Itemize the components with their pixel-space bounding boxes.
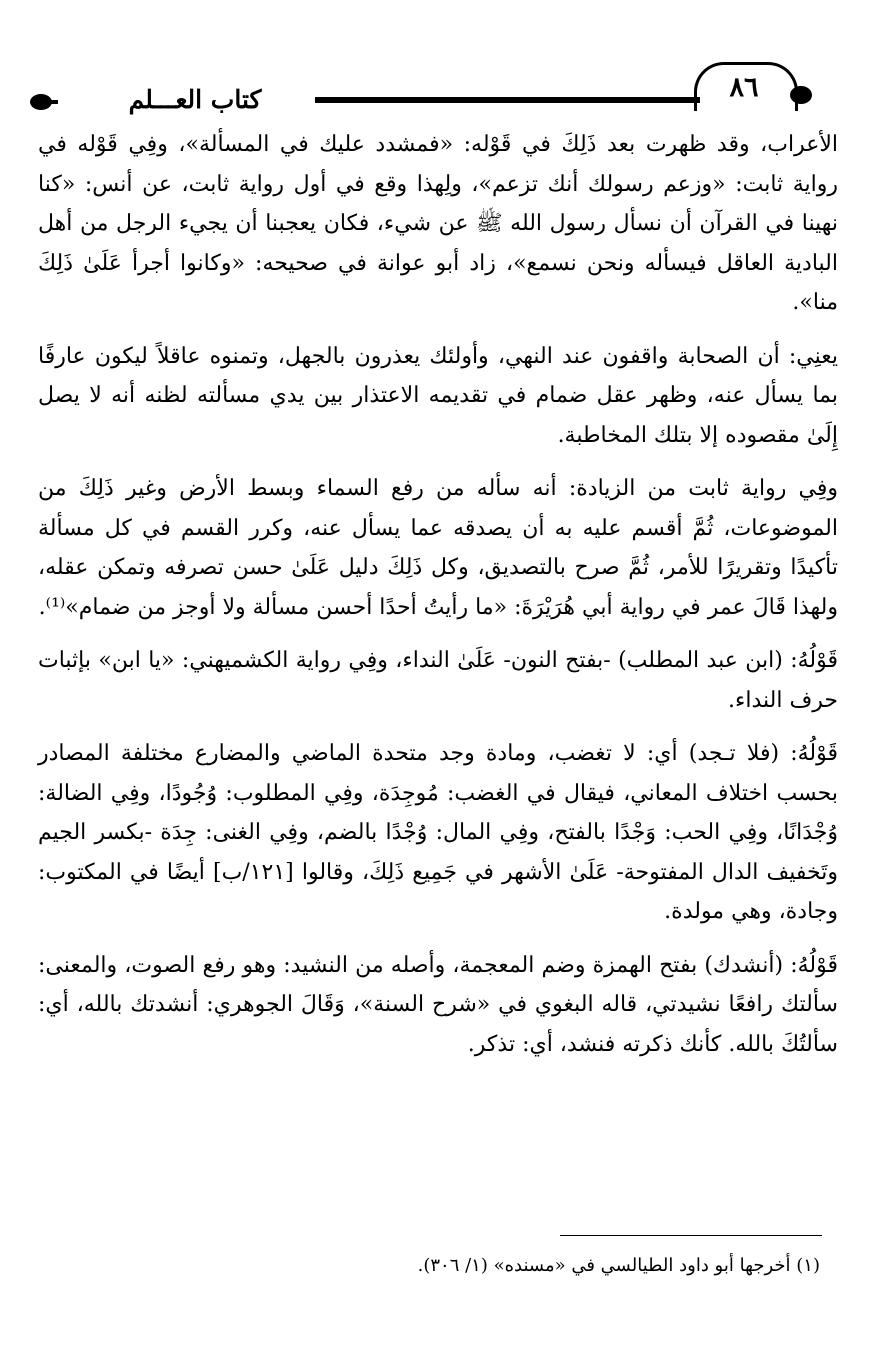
header-right-dot (790, 86, 812, 104)
page-number: ٨٦ (729, 72, 759, 103)
paragraph-6: قَوْلُهُ: (أنشدك) بفتح الهمزة وضم المعجمة، وأصله من النشيد: وهو رفع الصوت، والمعنى: سألتك رافعًا نشيدتي، قاله البغوي في «شرح السنة»، وَقَالَ الجوهري: أنشدتك بالله، أي: سألتُكَ بالله. كأنك ذكرته فنشد، أي: تذكر. (38, 952, 838, 1057)
header-left-dash (48, 100, 58, 104)
footnote: (١) أخرجها أبو داود الطيالسي في «مسنده» (١/ ٣٠٦). (417, 1255, 820, 1276)
paragraph-1: الأعراب، وقد ظهرت بعد ذَلِكَ في قَوْله: «فمشدد عليك في المسألة»، وفِي قَوْله في رواية ثابت: «وزعم رسولك أنك تزعم»، ولِهذا وقع في أول رواية ثابت، عن أنس: «كنا نهينا في القرآن أن نسأل رسول الله ﷺ عن شيء، فكان يعجبنا أن يجيء الرجل من أهل البادية العاقل فيسأله ونحن نسمع»، زاد أبو عوانة في صحيحه: «وكانوا أجرأ عَلَىٰ ذَلِكَ منا». (38, 132, 838, 315)
footnote-divider (560, 1235, 822, 1236)
paragraph-4: قَوْلُهُ: (ابن عبد المطلب) -بفتح النون- عَلَىٰ النداء، وفِي رواية الكشميهني: «يا ابن» بإثبات حرف النداء. (38, 648, 838, 713)
chapter-title: كتاب العـــلم (128, 85, 262, 114)
paragraph-3: وفِي رواية ثابت من الزيادة: أنه سأله من رفع السماء وبسط الأرض وغير ذَلِكَ من الموضوعات، ثُمَّ أقسم عليه به أن يصدقه عما يسأل عنه، وكرر القسم في كل مسألة تأكيدًا وتقريرًا للأمر، ثُمَّ صرح بالتصديق، وكل ذَلِكَ دليل عَلَىٰ حسن تصرفه وتمكن عقله، ولهذا قَالَ عمر في رواية أبي هُرَيْرَةَ: «ما رأيتُ أحدًا أحسن مسألة ولا أوجز من ضمام»⁽¹⁾. (38, 476, 838, 620)
page-header (0, 0, 873, 125)
paragraph-2: يعنِي: أن الصحابة واقفون عند النهي، وأولئك يعذرون بالجهل، وتمنوه عاقلاً ليكون عارفًا بما يسأل عنه، وظهر عقل ضمام في تقديمه الاعتذار بين يدي مسألته لظنه أنه لا يصل إِلَىٰ مقصوده إلا بتلك المخاطبة. (38, 343, 838, 448)
main-text (38, 125, 838, 1078)
paragraph-5: قَوْلُهُ: (فلا تـجد) أي: لا تغضب، ومادة وجد متحدة الماضي والمضارع مختلفة المصادر بحسب اختلاف المعاني، فيقال في الغضب: مُوجِدَة، وفِي المطلوب: وُجُودًا، وفِي الضالة: وُجْدَانًا، وفِي الحب: وَجْدًا بالفتح، وفِي المال: وُجْدًا بالضم، وفِي الغنى: جِدَة -بكسر الجيم وتَخفيف الدال المفتوحة- عَلَىٰ الأشهر في جَمِيع ذَلِكَ، وقالوا [١٢١/ب] أيضًا في المكتوب: وجادة، وهي مولدة. (38, 741, 838, 924)
header-rule (315, 97, 700, 103)
